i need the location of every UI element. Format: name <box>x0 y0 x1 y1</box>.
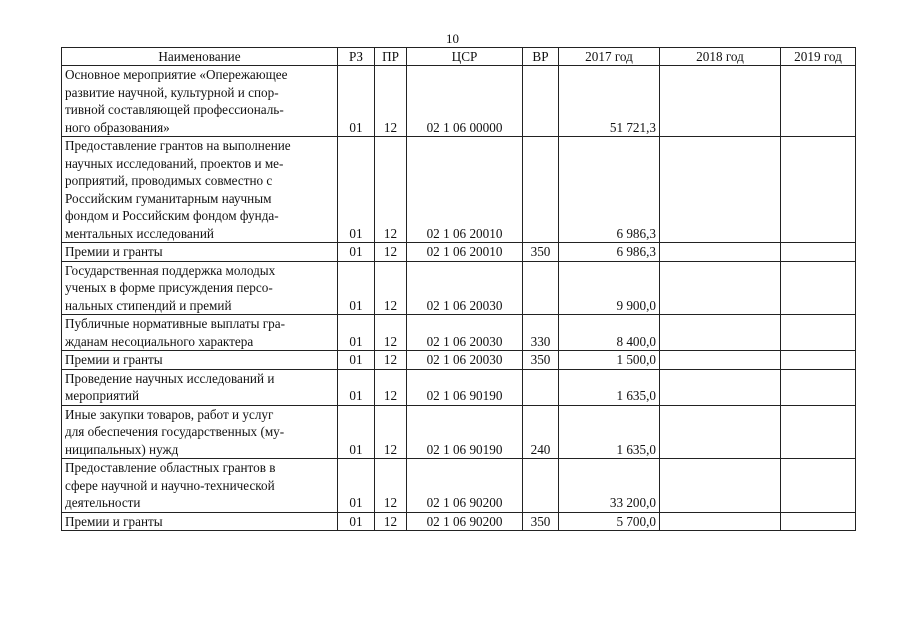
row-csr-cell: 02 1 06 90190 <box>407 405 523 459</box>
row-name-line: ного образования» <box>65 119 170 135</box>
row-vr-cell: 240 <box>523 405 559 459</box>
header-name: Наименование <box>62 48 338 66</box>
row-name-cell <box>62 66 338 137</box>
row-2018-cell <box>660 315 781 351</box>
row-csr-cell: 02 1 06 20030 <box>407 261 523 315</box>
row-vr-cell <box>523 369 559 405</box>
row-csr-cell: 02 1 06 20010 <box>407 243 523 262</box>
row-name-line: Премии и гранты <box>65 513 163 529</box>
row-2019-cell <box>781 243 856 262</box>
row-vr-cell: 350 <box>523 512 559 531</box>
row-pr-cell: 12 <box>375 512 407 531</box>
header-rz: РЗ <box>338 48 375 66</box>
row-2019-cell <box>781 137 856 243</box>
row-name-line: научных исследований, проектов и ме- <box>65 155 284 171</box>
row-name-line: ученых в форме присуждения персо- <box>65 280 273 295</box>
row-rz-cell: 01 <box>338 512 375 531</box>
row-pr-cell: 12 <box>375 351 407 370</box>
row-vr-cell <box>523 66 559 137</box>
row-rz-cell: 01 <box>338 351 375 370</box>
row-name-line: Предоставление областных грантов в <box>65 460 276 475</box>
row-name-cell <box>62 261 338 315</box>
header-2017: 2017 год <box>559 48 660 66</box>
row-2018-cell <box>660 405 781 459</box>
row-rz-cell: 01 <box>338 369 375 405</box>
row-name-line: Проведение научных исследований и <box>65 370 275 386</box>
row-vr-cell <box>523 261 559 315</box>
row-2019-cell <box>781 512 856 531</box>
row-2018-cell <box>660 66 781 137</box>
row-name-cell <box>62 459 338 513</box>
row-name-line: Предоставление грантов на выполнение <box>65 138 291 153</box>
row-vr-cell <box>523 137 559 243</box>
table-header-row <box>62 48 856 66</box>
row-pr-cell: 12 <box>375 66 407 137</box>
row-2017-cell: 9 900,0 <box>559 261 660 315</box>
row-rz-cell: 01 <box>338 405 375 459</box>
row-name-line: тивной составляющей профессиональ- <box>65 102 284 117</box>
row-2018-cell <box>660 243 781 262</box>
row-csr-cell: 02 1 06 90200 <box>407 459 523 513</box>
row-name-cell <box>62 512 338 531</box>
row-rz-cell: 01 <box>338 243 375 262</box>
row-name-cell <box>62 243 338 262</box>
row-name-cell <box>62 137 338 243</box>
header-pr: ПР <box>375 48 407 66</box>
row-name-line: ниципальных) нужд <box>65 441 179 457</box>
row-name-line: Основное мероприятие «Опережающее <box>65 67 288 82</box>
row-2019-cell <box>781 459 856 513</box>
row-csr-cell: 02 1 06 20030 <box>407 351 523 370</box>
table-row <box>62 405 856 459</box>
row-pr-cell: 12 <box>375 137 407 243</box>
row-name-line: жданам несоциального характера <box>65 333 254 349</box>
row-csr-cell: 02 1 06 00000 <box>407 66 523 137</box>
row-2018-cell <box>660 512 781 531</box>
row-csr-cell: 02 1 06 90190 <box>407 369 523 405</box>
table-row <box>62 512 856 531</box>
table-row <box>62 243 856 262</box>
row-2019-cell <box>781 369 856 405</box>
row-rz-cell: 01 <box>338 459 375 513</box>
row-vr-cell: 330 <box>523 315 559 351</box>
row-csr-cell: 02 1 06 20010 <box>407 137 523 243</box>
table-row <box>62 261 856 315</box>
row-2017-cell: 1 500,0 <box>559 351 660 370</box>
row-name-line: Публичные нормативные выплаты гра- <box>65 316 285 331</box>
row-2018-cell <box>660 369 781 405</box>
row-name-cell <box>62 369 338 405</box>
row-name-line: деятельности <box>65 495 141 510</box>
row-pr-cell: 12 <box>375 315 407 351</box>
row-2017-cell: 8 400,0 <box>559 315 660 351</box>
table-row <box>62 315 856 351</box>
row-name-line: ментальных исследований <box>65 225 214 241</box>
row-2017-cell: 1 635,0 <box>559 405 660 459</box>
row-name-line: развитие научной, культурной и спор- <box>65 84 279 100</box>
row-csr-cell: 02 1 06 20030 <box>407 315 523 351</box>
row-name-line: для обеспечения государственных (му- <box>65 424 285 439</box>
row-2018-cell <box>660 351 781 370</box>
row-pr-cell: 12 <box>375 261 407 315</box>
row-2019-cell <box>781 261 856 315</box>
table-row <box>62 459 856 513</box>
table-body <box>62 66 856 531</box>
row-2017-cell: 6 986,3 <box>559 243 660 262</box>
header-2018: 2018 год <box>660 48 781 66</box>
row-name-cell <box>62 351 338 370</box>
row-name-line: сфере научной и научно-технической <box>65 477 275 493</box>
row-name-line: Премии и гранты <box>65 244 163 259</box>
table-row <box>62 351 856 370</box>
row-name-line: роприятий, проводимых совместно с <box>65 173 273 188</box>
row-name-line: мероприятий <box>65 388 140 403</box>
row-vr-cell <box>523 459 559 513</box>
row-name-cell <box>62 315 338 351</box>
row-rz-cell: 01 <box>338 261 375 315</box>
row-2019-cell <box>781 405 856 459</box>
row-2019-cell <box>781 351 856 370</box>
row-2019-cell <box>781 315 856 351</box>
row-name-line: Российским гуманитарным научным <box>65 190 272 206</box>
row-pr-cell: 12 <box>375 405 407 459</box>
row-pr-cell: 12 <box>375 459 407 513</box>
row-rz-cell: 01 <box>338 315 375 351</box>
row-name-line: Иные закупки товаров, работ и услуг <box>65 406 274 422</box>
row-2017-cell: 1 635,0 <box>559 369 660 405</box>
row-name-cell <box>62 405 338 459</box>
row-rz-cell: 01 <box>338 66 375 137</box>
row-vr-cell: 350 <box>523 243 559 262</box>
row-2018-cell <box>660 459 781 513</box>
row-2017-cell: 6 986,3 <box>559 137 660 243</box>
row-2017-cell: 33 200,0 <box>559 459 660 513</box>
row-name-line: нальных стипендий и премий <box>65 297 232 313</box>
page-number: 10 <box>446 31 459 46</box>
row-2018-cell <box>660 137 781 243</box>
row-2017-cell: 5 700,0 <box>559 512 660 531</box>
row-2017-cell: 51 721,3 <box>559 66 660 137</box>
table-row <box>62 66 856 137</box>
header-vr: ВР <box>523 48 559 66</box>
row-pr-cell: 12 <box>375 243 407 262</box>
row-2018-cell <box>660 261 781 315</box>
header-2019: 2019 год <box>781 48 856 66</box>
table-row <box>62 369 856 405</box>
row-name-line: Премии и гранты <box>65 352 163 367</box>
row-vr-cell: 350 <box>523 351 559 370</box>
budget-table <box>61 47 856 531</box>
row-2019-cell <box>781 66 856 137</box>
row-pr-cell: 12 <box>375 369 407 405</box>
header-csr: ЦСР <box>407 48 523 66</box>
row-name-line: Государственная поддержка молодых <box>65 262 276 278</box>
table-row <box>62 137 856 243</box>
row-name-line: фондом и Российским фондом фунда- <box>65 208 279 223</box>
row-rz-cell: 01 <box>338 137 375 243</box>
row-csr-cell: 02 1 06 90200 <box>407 512 523 531</box>
